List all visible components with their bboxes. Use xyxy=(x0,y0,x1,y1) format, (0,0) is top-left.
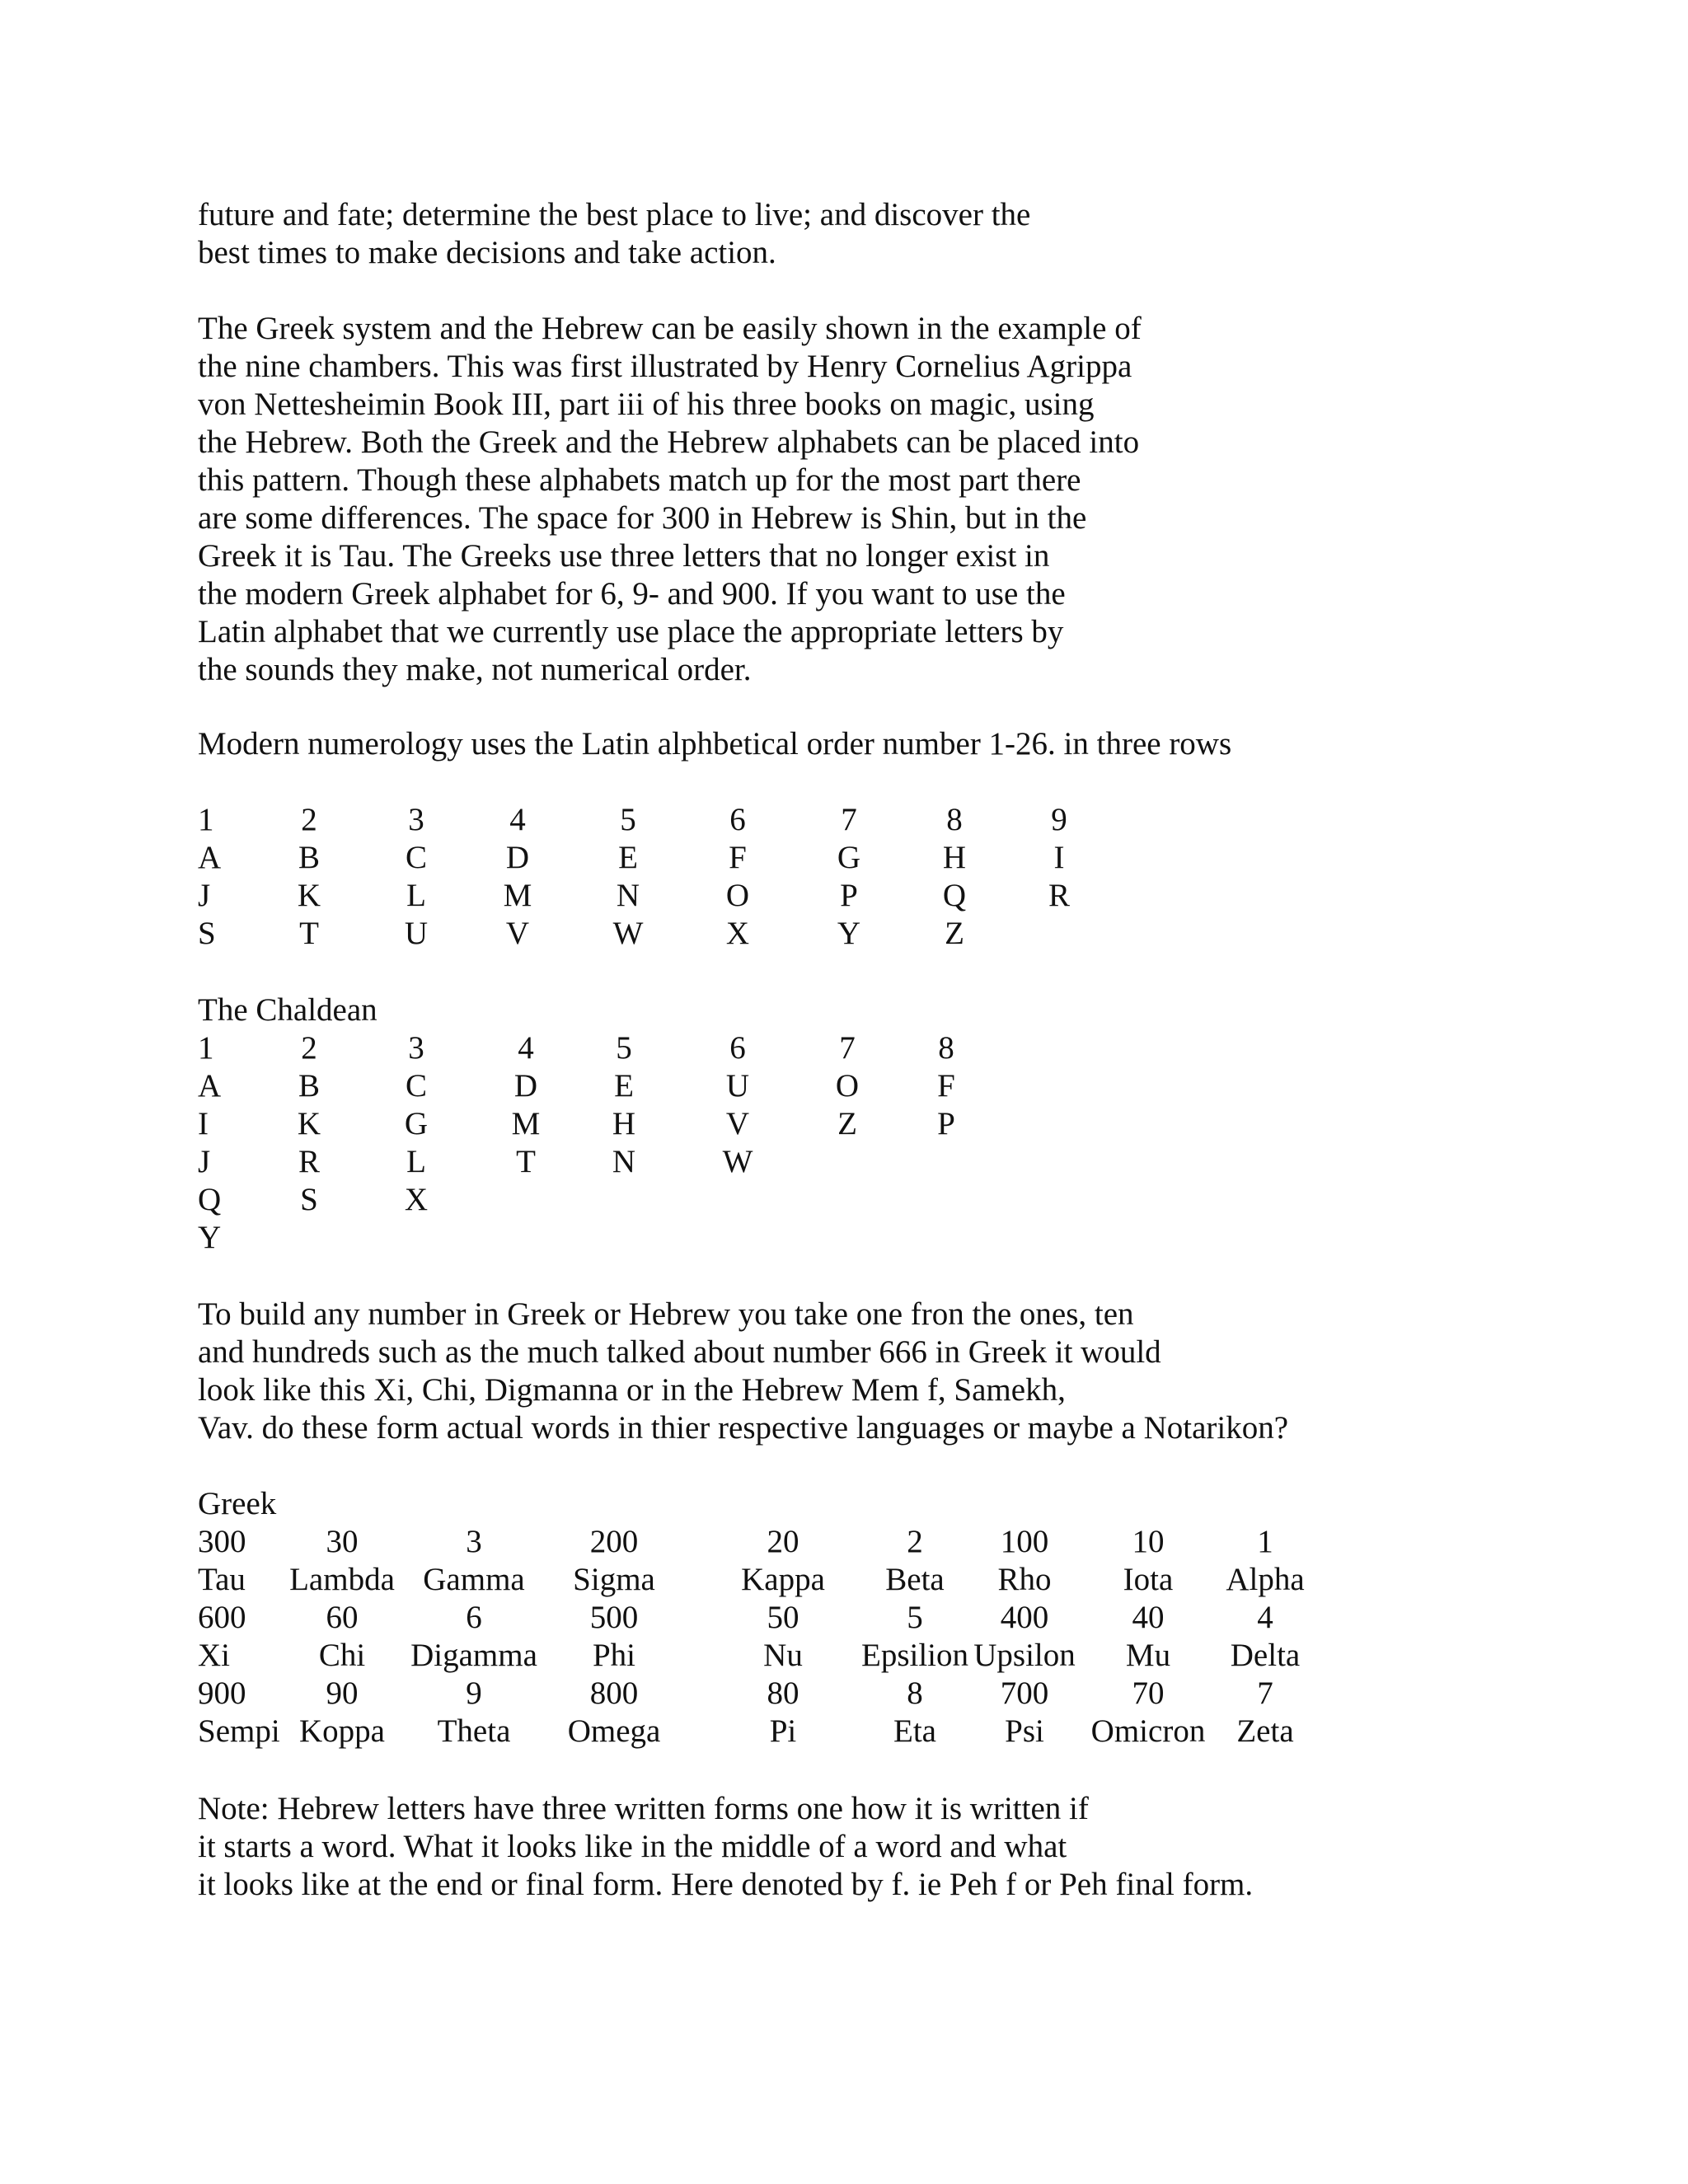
table-cell: V xyxy=(505,916,530,951)
table-cell: 70 xyxy=(1132,1675,1165,1711)
text-line: look like this Xi, Chi, Digmanna or in the Hebrew Mem f, Samekh, xyxy=(198,1372,1066,1408)
table-cell: X xyxy=(404,1182,429,1217)
table-cell: 2 xyxy=(301,1030,317,1066)
table-cell: Omega xyxy=(567,1713,661,1749)
table-cell: Tau xyxy=(198,1562,246,1597)
text-line: Latin alphabet that we currently use place the appropriate letters by xyxy=(198,614,1064,649)
table-cell: D xyxy=(505,840,530,875)
table-cell: 500 xyxy=(589,1600,639,1635)
table-cell: Q xyxy=(942,878,967,913)
table-row xyxy=(0,1561,1688,1599)
text-line: it looks like at the end or final form. Here denoted by f. ie Peh f or Peh final form. xyxy=(198,1867,1254,1902)
table-cell: U xyxy=(725,1068,750,1104)
table-cell: N xyxy=(616,878,640,913)
table-cell: 4 xyxy=(1257,1600,1273,1635)
table-cell: 6 xyxy=(466,1600,482,1635)
greek-hebrew-paragraph xyxy=(198,310,1599,689)
table-cell: Iota xyxy=(1123,1562,1174,1597)
table-cell: 1 xyxy=(1257,1524,1273,1559)
table-row xyxy=(0,839,1688,877)
table-cell: L xyxy=(406,1144,426,1179)
text-line: Vav. do these form actual words in thier respective languages or maybe a Notarikon? xyxy=(198,1410,1289,1446)
table-cell: Pi xyxy=(769,1713,797,1749)
table-cell: Mu xyxy=(1125,1638,1171,1673)
table-cell: 80 xyxy=(767,1675,799,1711)
table-cell: 7 xyxy=(839,1030,856,1066)
text-line: best times to make decisions and take action. xyxy=(198,235,776,270)
table-cell: O xyxy=(835,1068,860,1104)
table-cell: 7 xyxy=(841,802,857,837)
table-cell: Digamma xyxy=(410,1638,537,1673)
table-cell: 90 xyxy=(326,1675,359,1711)
build-number-paragraph xyxy=(198,1296,1599,1447)
table-row xyxy=(0,801,1688,839)
table-cell: 40 xyxy=(1132,1600,1165,1635)
table-cell: W xyxy=(612,916,644,951)
table-row xyxy=(0,1637,1688,1675)
table-cell: 2 xyxy=(907,1524,923,1559)
table-cell: Zeta xyxy=(1236,1713,1294,1749)
table-cell: 10 xyxy=(1132,1524,1165,1559)
table-cell: 9 xyxy=(1051,802,1067,837)
table-cell: C xyxy=(405,840,428,875)
table-cell: Eta xyxy=(893,1713,936,1749)
table-cell: 200 xyxy=(589,1524,639,1559)
table-cell: 6 xyxy=(729,1030,746,1066)
table-cell: Gamma xyxy=(423,1562,525,1597)
table-cell: R xyxy=(298,1144,321,1179)
table-cell: 8 xyxy=(946,802,963,837)
table-row xyxy=(0,1029,1688,1067)
text-line: The Greek system and the Hebrew can be easily shown in the example of xyxy=(198,311,1142,346)
text-line: the sounds they make, not numerical order. xyxy=(198,652,752,687)
table-cell: I xyxy=(198,1106,209,1141)
table-cell: Alpha xyxy=(1226,1562,1305,1597)
table-cell: H xyxy=(942,840,967,875)
table-cell: E xyxy=(618,840,638,875)
table-cell: J xyxy=(198,1144,211,1179)
table-cell: D xyxy=(513,1068,538,1104)
modern-numerology-intro: Modern numerology uses the Latin alphbetical order number 1-26. in three rows xyxy=(198,726,1232,762)
table-row xyxy=(0,1143,1688,1181)
table-cell: S xyxy=(300,1182,318,1217)
table-cell: Lambda xyxy=(289,1562,395,1597)
text-line: are some differences. The space for 300 in Hebrew is Shin, but in the xyxy=(198,500,1087,536)
table-cell: 5 xyxy=(620,802,636,837)
table-cell: Upsilon xyxy=(973,1638,1076,1673)
table-cell: H xyxy=(612,1106,636,1141)
table-cell: Psi xyxy=(1005,1713,1044,1749)
table-cell: 60 xyxy=(326,1600,359,1635)
table-row xyxy=(0,1599,1688,1637)
table-cell: 800 xyxy=(589,1675,639,1711)
table-cell: M xyxy=(503,878,532,913)
table-cell: 5 xyxy=(616,1030,632,1066)
table-cell: K xyxy=(297,878,321,913)
table-cell: 4 xyxy=(518,1030,534,1066)
table-cell: 4 xyxy=(509,802,526,837)
table-cell: 100 xyxy=(1000,1524,1049,1559)
table-cell: V xyxy=(725,1106,750,1141)
table-cell: 50 xyxy=(767,1600,799,1635)
table-cell: 1 xyxy=(198,1030,214,1066)
table-cell: G xyxy=(837,840,861,875)
table-row xyxy=(0,915,1688,953)
table-cell: Z xyxy=(837,1106,857,1141)
table-cell: C xyxy=(405,1068,428,1104)
table-cell: R xyxy=(1048,878,1071,913)
table-cell: Kappa xyxy=(741,1562,825,1597)
table-cell: U xyxy=(404,916,429,951)
table-row xyxy=(0,877,1688,915)
table-cell: 400 xyxy=(1000,1600,1049,1635)
table-row xyxy=(0,1067,1688,1105)
table-cell: Sigma xyxy=(573,1562,655,1597)
table-cell: Z xyxy=(945,916,964,951)
table-cell: 7 xyxy=(1257,1675,1273,1711)
text-line: von Nettesheimin Book III, part iii of his three books on magic, using xyxy=(198,387,1095,422)
text-line: Greek it is Tau. The Greeks use three letters that no longer exist in xyxy=(198,538,1050,574)
table-row xyxy=(0,1105,1688,1143)
table-cell: 30 xyxy=(326,1524,359,1559)
table-cell: E xyxy=(614,1068,634,1104)
table-cell: 700 xyxy=(1000,1675,1049,1711)
table-cell: J xyxy=(198,878,211,913)
table-cell: 6 xyxy=(729,802,746,837)
table-cell: 600 xyxy=(198,1600,246,1635)
table-cell: 900 xyxy=(198,1675,246,1711)
table-cell: Koppa xyxy=(299,1713,385,1749)
table-cell: G xyxy=(404,1106,429,1141)
table-cell: P xyxy=(840,878,858,913)
text-line: Note: Hebrew letters have three written forms one how it is written if xyxy=(198,1791,1089,1826)
table-cell: Chi xyxy=(318,1638,366,1673)
table-cell: Nu xyxy=(763,1638,803,1673)
table-cell: Theta xyxy=(437,1713,511,1749)
table-cell: 300 xyxy=(198,1524,246,1559)
text-line: future and fate; determine the best place to live; and discover the xyxy=(198,197,1031,232)
table-cell: 2 xyxy=(301,802,317,837)
table-cell: F xyxy=(937,1068,955,1104)
table-cell: W xyxy=(722,1144,753,1179)
table-cell: 8 xyxy=(907,1675,923,1711)
table-cell: Y xyxy=(837,916,861,951)
text-line: this pattern. Though these alphabets match up for the most part there xyxy=(198,462,1081,498)
note-paragraph xyxy=(198,1790,1599,1904)
text-line: To build any number in Greek or Hebrew you take one fron the ones, ten xyxy=(198,1296,1134,1332)
table-cell: X xyxy=(725,916,750,951)
table-row xyxy=(0,1219,1688,1257)
table-cell: Q xyxy=(198,1182,222,1217)
table-cell: Beta xyxy=(885,1562,945,1597)
table-cell: B xyxy=(298,1068,321,1104)
table-cell: Y xyxy=(198,1220,222,1255)
table-cell: T xyxy=(299,916,319,951)
table-cell: Xi xyxy=(198,1638,230,1673)
table-cell: 1 xyxy=(198,802,214,837)
table-cell: Delta xyxy=(1230,1638,1301,1673)
table-cell: Omicron xyxy=(1090,1713,1206,1749)
table-cell: A xyxy=(198,1068,222,1104)
table-cell: 3 xyxy=(408,802,424,837)
text-line: the Hebrew. Both the Greek and the Hebrew alphabets can be placed into xyxy=(198,424,1140,460)
text-line: and hundreds such as the much talked about number 666 in Greek it would xyxy=(198,1334,1161,1370)
text-line: the modern Greek alphabet for 6, 9- and 900. If you want to use the xyxy=(198,576,1066,612)
text-line: it starts a word. What it looks like in the middle of a word and what xyxy=(198,1829,1067,1864)
table-cell: B xyxy=(298,840,321,875)
table-cell: Rho xyxy=(997,1562,1052,1597)
table-row xyxy=(0,1523,1688,1561)
table-cell: I xyxy=(1053,840,1065,875)
table-cell: 3 xyxy=(408,1030,424,1066)
table-row xyxy=(0,1675,1688,1713)
table-cell: A xyxy=(198,840,222,875)
table-row xyxy=(0,1181,1688,1219)
table-cell: K xyxy=(297,1106,321,1141)
table-cell: L xyxy=(406,878,426,913)
table-cell: 3 xyxy=(466,1524,482,1559)
table-cell: S xyxy=(198,916,216,951)
intro-paragraph xyxy=(198,196,1599,272)
table-cell: O xyxy=(725,878,750,913)
table-cell: Sempi xyxy=(198,1713,280,1749)
table-cell: 9 xyxy=(466,1675,482,1711)
table-cell: F xyxy=(729,840,747,875)
chaldean-title: The Chaldean xyxy=(198,992,377,1028)
table-cell: Epsilion xyxy=(860,1638,969,1673)
table-cell: Phi xyxy=(592,1638,636,1673)
greek-title: Greek xyxy=(198,1486,277,1521)
table-row xyxy=(0,1713,1688,1750)
table-cell: T xyxy=(516,1144,536,1179)
table-cell: 5 xyxy=(907,1600,923,1635)
table-cell: M xyxy=(511,1106,541,1141)
table-cell: N xyxy=(612,1144,636,1179)
table-cell: 20 xyxy=(767,1524,799,1559)
table-cell: P xyxy=(937,1106,955,1141)
text-line: the nine chambers. This was first illustrated by Henry Cornelius Agrippa xyxy=(198,349,1132,384)
table-cell: 8 xyxy=(938,1030,954,1066)
